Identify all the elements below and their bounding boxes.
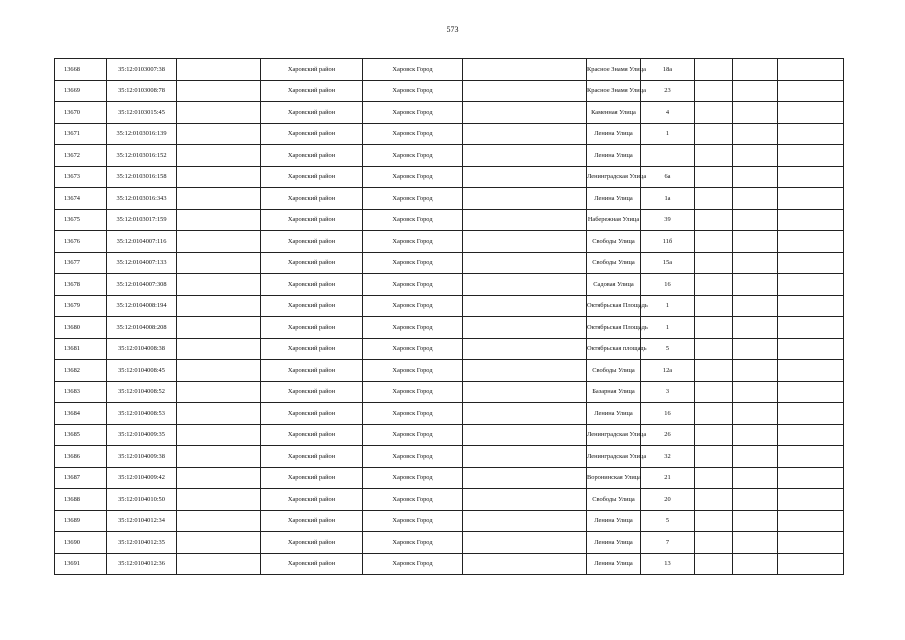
cell-empty	[463, 102, 587, 124]
cell-empty	[695, 231, 733, 253]
cell-house-number: 1	[641, 123, 695, 145]
cell-record-number: 13675	[55, 209, 107, 231]
cell-empty	[695, 360, 733, 382]
cell-house-number: 5	[641, 338, 695, 360]
cell-record-number: 13689	[55, 510, 107, 532]
cell-cadastral-number: 35:12:0103015:45	[107, 102, 177, 124]
cell-empty	[695, 317, 733, 339]
table-row	[55, 532, 844, 554]
table-row	[55, 102, 844, 124]
cell-city: Харовск Город	[363, 145, 463, 167]
cell-empty	[778, 553, 844, 575]
cell-record-number: 13678	[55, 274, 107, 296]
cell-empty	[463, 317, 587, 339]
cell-empty	[778, 360, 844, 382]
cell-empty	[733, 360, 778, 382]
cell-empty	[177, 424, 261, 446]
table-row	[55, 338, 844, 360]
cell-cadastral-number: 35:12:0104008:53	[107, 403, 177, 425]
cell-empty	[778, 317, 844, 339]
cell-city: Харовск Город	[363, 188, 463, 210]
cell-empty	[177, 553, 261, 575]
cell-empty	[463, 360, 587, 382]
table-row	[55, 166, 844, 188]
cell-street: Каменная Улица	[587, 102, 641, 124]
cell-empty	[778, 446, 844, 468]
cell-empty	[695, 123, 733, 145]
cell-cadastral-number: 35:12:0104008:45	[107, 360, 177, 382]
cell-cadastral-number: 35:12:0103008:78	[107, 80, 177, 102]
cell-empty	[733, 80, 778, 102]
cell-cadastral-number: 35:12:0104009:38	[107, 446, 177, 468]
cell-cadastral-number: 35:12:0104007:116	[107, 231, 177, 253]
cell-empty	[733, 123, 778, 145]
cell-street: Ленина Улица	[587, 188, 641, 210]
cell-empty	[177, 467, 261, 489]
cell-cadastral-number: 35:12:0103016:343	[107, 188, 177, 210]
registry-table	[54, 58, 844, 575]
cell-empty	[733, 338, 778, 360]
cell-street: Ленина Улица	[587, 510, 641, 532]
cell-record-number: 13691	[55, 553, 107, 575]
cell-house-number: 39	[641, 209, 695, 231]
cell-empty	[463, 403, 587, 425]
cell-cadastral-number: 35:12:0104007:133	[107, 252, 177, 274]
cell-empty	[733, 59, 778, 81]
cell-empty	[177, 338, 261, 360]
cell-district: Харовский район	[261, 338, 363, 360]
cell-empty	[733, 274, 778, 296]
cell-city: Харовск Город	[363, 59, 463, 81]
cell-district: Харовский район	[261, 231, 363, 253]
cell-street: Октябрьская Площадь	[587, 295, 641, 317]
table-row	[55, 403, 844, 425]
cell-empty	[778, 188, 844, 210]
cell-street: Ленина Улица	[587, 145, 641, 167]
cell-empty	[733, 553, 778, 575]
cell-street: Октябрьская Площадь	[587, 317, 641, 339]
cell-house-number: 1а	[641, 188, 695, 210]
cell-empty	[778, 424, 844, 446]
cell-empty	[177, 59, 261, 81]
cell-empty	[733, 231, 778, 253]
cell-house-number: 12а	[641, 360, 695, 382]
cell-house-number: 16	[641, 403, 695, 425]
cell-empty	[695, 166, 733, 188]
cell-empty	[778, 489, 844, 511]
cell-empty	[733, 166, 778, 188]
cell-record-number: 13687	[55, 467, 107, 489]
cell-empty	[177, 209, 261, 231]
table-row	[55, 553, 844, 575]
cell-district: Харовский район	[261, 360, 363, 382]
cell-district: Харовский район	[261, 403, 363, 425]
cell-empty	[733, 467, 778, 489]
cell-empty	[177, 510, 261, 532]
table-row	[55, 123, 844, 145]
cell-empty	[177, 360, 261, 382]
cell-empty	[695, 59, 733, 81]
cell-city: Харовск Город	[363, 295, 463, 317]
cell-empty	[177, 145, 261, 167]
cell-empty	[463, 274, 587, 296]
table-row	[55, 231, 844, 253]
cell-empty	[695, 209, 733, 231]
cell-city: Харовск Город	[363, 467, 463, 489]
cell-street: Красное Знамя Улица	[587, 59, 641, 81]
registry-table-body	[55, 59, 844, 575]
cell-empty	[733, 209, 778, 231]
cell-empty	[463, 553, 587, 575]
cell-cadastral-number: 35:12:0103007:38	[107, 59, 177, 81]
cell-street: Ленина Улица	[587, 403, 641, 425]
cell-empty	[177, 80, 261, 102]
cell-city: Харовск Город	[363, 209, 463, 231]
cell-city: Харовск Город	[363, 123, 463, 145]
cell-empty	[733, 403, 778, 425]
cell-district: Харовский район	[261, 123, 363, 145]
cell-empty	[733, 532, 778, 554]
cell-empty	[695, 274, 733, 296]
cell-house-number: 1	[641, 295, 695, 317]
cell-empty	[695, 510, 733, 532]
cell-empty	[177, 123, 261, 145]
cell-street: Ленина Улица	[587, 532, 641, 554]
cell-cadastral-number: 35:12:0104012:36	[107, 553, 177, 575]
cell-street: Свободы Улица	[587, 252, 641, 274]
table-row	[55, 274, 844, 296]
cell-empty	[733, 510, 778, 532]
cell-house-number: 7	[641, 532, 695, 554]
cell-cadastral-number: 35:12:0104012:34	[107, 510, 177, 532]
cell-empty	[778, 338, 844, 360]
cell-street: Ленинградская Улица	[587, 446, 641, 468]
cell-empty	[695, 338, 733, 360]
cell-district: Харовский район	[261, 553, 363, 575]
cell-empty	[733, 145, 778, 167]
cell-district: Харовский район	[261, 381, 363, 403]
cell-district: Харовский район	[261, 295, 363, 317]
cell-empty	[695, 403, 733, 425]
table-row	[55, 467, 844, 489]
table-row	[55, 80, 844, 102]
cell-house-number: 26	[641, 424, 695, 446]
cell-empty	[177, 188, 261, 210]
cell-empty	[463, 510, 587, 532]
cell-house-number: 4	[641, 102, 695, 124]
cell-empty	[733, 446, 778, 468]
cell-empty	[695, 381, 733, 403]
cell-empty	[695, 252, 733, 274]
cell-city: Харовск Город	[363, 80, 463, 102]
cell-house-number: 11б	[641, 231, 695, 253]
cell-district: Харовский район	[261, 166, 363, 188]
table-row	[55, 209, 844, 231]
cell-empty	[778, 467, 844, 489]
cell-empty	[463, 252, 587, 274]
cell-empty	[778, 510, 844, 532]
cell-city: Харовск Город	[363, 403, 463, 425]
cell-district: Харовский район	[261, 510, 363, 532]
cell-empty	[177, 446, 261, 468]
cell-empty	[778, 295, 844, 317]
cell-cadastral-number: 35:12:0104012:35	[107, 532, 177, 554]
cell-empty	[695, 295, 733, 317]
table-row	[55, 295, 844, 317]
cell-empty	[177, 231, 261, 253]
cell-district: Харовский район	[261, 102, 363, 124]
cell-empty	[778, 59, 844, 81]
cell-city: Харовск Город	[363, 381, 463, 403]
cell-record-number: 13681	[55, 338, 107, 360]
cell-city: Харовск Город	[363, 166, 463, 188]
cell-street: Воронинская Улица	[587, 467, 641, 489]
cell-empty	[778, 102, 844, 124]
cell-cadastral-number: 35:12:0104008:52	[107, 381, 177, 403]
cell-district: Харовский район	[261, 252, 363, 274]
cell-house-number: 3	[641, 381, 695, 403]
cell-record-number: 13688	[55, 489, 107, 511]
cell-empty	[695, 188, 733, 210]
cell-city: Харовск Город	[363, 489, 463, 511]
cell-empty	[695, 80, 733, 102]
cell-empty	[177, 489, 261, 511]
cell-empty	[695, 424, 733, 446]
cell-empty	[177, 403, 261, 425]
cell-empty	[778, 80, 844, 102]
cell-empty	[177, 274, 261, 296]
cell-street: Свободы Улица	[587, 489, 641, 511]
cell-district: Харовский район	[261, 424, 363, 446]
cell-empty	[778, 381, 844, 403]
page-number: 573	[446, 25, 459, 34]
cell-empty	[177, 381, 261, 403]
table-row	[55, 446, 844, 468]
cell-street: Ленинградская Улица	[587, 424, 641, 446]
cell-empty	[695, 467, 733, 489]
table-row	[55, 188, 844, 210]
cell-street: Набережная Улица	[587, 209, 641, 231]
cell-record-number: 13690	[55, 532, 107, 554]
cell-record-number: 13673	[55, 166, 107, 188]
cell-empty	[177, 532, 261, 554]
cell-house-number: 18а	[641, 59, 695, 81]
cell-empty	[463, 59, 587, 81]
cell-empty	[733, 317, 778, 339]
cell-cadastral-number: 35:12:0103016:158	[107, 166, 177, 188]
table-row	[55, 145, 844, 167]
cell-empty	[733, 489, 778, 511]
cell-empty	[695, 102, 733, 124]
cell-empty	[695, 145, 733, 167]
cell-district: Харовский район	[261, 209, 363, 231]
table-row	[55, 424, 844, 446]
cell-cadastral-number: 35:12:0104009:35	[107, 424, 177, 446]
cell-cadastral-number: 35:12:0103017:159	[107, 209, 177, 231]
cell-empty	[778, 145, 844, 167]
table-row	[55, 317, 844, 339]
cell-street: Базарная Улица	[587, 381, 641, 403]
cell-empty	[778, 209, 844, 231]
cell-city: Харовск Город	[363, 424, 463, 446]
cell-empty	[778, 532, 844, 554]
cell-street: Ленина Улица	[587, 123, 641, 145]
cell-empty	[778, 166, 844, 188]
cell-house-number: 16	[641, 274, 695, 296]
cell-empty	[733, 424, 778, 446]
cell-empty	[463, 424, 587, 446]
cell-empty	[778, 403, 844, 425]
cell-empty	[778, 123, 844, 145]
cell-empty	[695, 489, 733, 511]
cell-house-number: 6а	[641, 166, 695, 188]
cell-district: Харовский район	[261, 317, 363, 339]
cell-district: Харовский район	[261, 80, 363, 102]
cell-empty	[733, 102, 778, 124]
cell-city: Харовск Город	[363, 338, 463, 360]
cell-empty	[778, 231, 844, 253]
cell-empty	[463, 295, 587, 317]
cell-district: Харовский район	[261, 188, 363, 210]
cell-cadastral-number: 35:12:0104008:38	[107, 338, 177, 360]
cell-record-number: 13669	[55, 80, 107, 102]
cell-empty	[463, 80, 587, 102]
cell-empty	[733, 381, 778, 403]
cell-cadastral-number: 35:12:0104007:308	[107, 274, 177, 296]
cell-district: Харовский район	[261, 467, 363, 489]
cell-city: Харовск Город	[363, 553, 463, 575]
cell-empty	[463, 489, 587, 511]
cell-empty	[778, 274, 844, 296]
cell-house-number	[641, 145, 695, 167]
cell-empty	[695, 446, 733, 468]
cell-record-number: 13679	[55, 295, 107, 317]
cell-empty	[695, 553, 733, 575]
cell-empty	[177, 317, 261, 339]
cell-district: Харовский район	[261, 274, 363, 296]
cell-empty	[177, 166, 261, 188]
cell-empty	[463, 123, 587, 145]
cell-house-number: 21	[641, 467, 695, 489]
cell-empty	[733, 252, 778, 274]
cell-street: Ленина Улица	[587, 553, 641, 575]
cell-city: Харовск Город	[363, 317, 463, 339]
cell-record-number: 13686	[55, 446, 107, 468]
cell-empty	[463, 381, 587, 403]
cell-house-number: 32	[641, 446, 695, 468]
cell-city: Харовск Город	[363, 102, 463, 124]
cell-street: Садовая Улица	[587, 274, 641, 296]
cell-record-number: 13670	[55, 102, 107, 124]
cell-street: Красное Знамя Улица	[587, 80, 641, 102]
cell-district: Харовский район	[261, 489, 363, 511]
table-row	[55, 360, 844, 382]
cell-cadastral-number: 35:12:0104008:194	[107, 295, 177, 317]
cell-street: Ленинградская Улица	[587, 166, 641, 188]
table-row	[55, 510, 844, 532]
cell-city: Харовск Город	[363, 510, 463, 532]
cell-empty	[463, 231, 587, 253]
cell-house-number: 15а	[641, 252, 695, 274]
cell-record-number: 13676	[55, 231, 107, 253]
cell-district: Харовский район	[261, 145, 363, 167]
cell-empty	[733, 295, 778, 317]
cell-record-number: 13672	[55, 145, 107, 167]
table-row	[55, 59, 844, 81]
cell-empty	[177, 252, 261, 274]
cell-record-number: 13683	[55, 381, 107, 403]
cell-empty	[463, 532, 587, 554]
cell-city: Харовск Город	[363, 274, 463, 296]
cell-district: Харовский район	[261, 59, 363, 81]
cell-house-number: 5	[641, 510, 695, 532]
cell-district: Харовский район	[261, 532, 363, 554]
cell-empty	[733, 188, 778, 210]
table-row	[55, 381, 844, 403]
cell-empty	[463, 145, 587, 167]
cell-record-number: 13674	[55, 188, 107, 210]
cell-city: Харовск Город	[363, 446, 463, 468]
cell-record-number: 13685	[55, 424, 107, 446]
cell-empty	[177, 295, 261, 317]
cell-record-number: 13668	[55, 59, 107, 81]
cell-empty	[463, 209, 587, 231]
cell-empty	[463, 166, 587, 188]
cell-empty	[695, 532, 733, 554]
cell-record-number: 13671	[55, 123, 107, 145]
cell-empty	[463, 446, 587, 468]
cell-record-number: 13680	[55, 317, 107, 339]
cell-house-number: 1	[641, 317, 695, 339]
cell-house-number: 13	[641, 553, 695, 575]
cell-record-number: 13677	[55, 252, 107, 274]
cell-cadastral-number: 35:12:0104008:208	[107, 317, 177, 339]
cell-district: Харовский район	[261, 446, 363, 468]
cell-cadastral-number: 35:12:0104009:42	[107, 467, 177, 489]
cell-street: Октябрьская площадь	[587, 338, 641, 360]
cell-house-number: 23	[641, 80, 695, 102]
table-row	[55, 252, 844, 274]
cell-city: Харовск Город	[363, 252, 463, 274]
cell-cadastral-number: 35:12:0104010:50	[107, 489, 177, 511]
cell-city: Харовск Город	[363, 532, 463, 554]
cell-street: Свободы Улица	[587, 360, 641, 382]
cell-house-number: 20	[641, 489, 695, 511]
cell-street: Свободы Улица	[587, 231, 641, 253]
cell-city: Харовск Город	[363, 231, 463, 253]
cell-empty	[463, 467, 587, 489]
cell-record-number: 13682	[55, 360, 107, 382]
cell-cadastral-number: 35:12:0103016:152	[107, 145, 177, 167]
cell-city: Харовск Город	[363, 360, 463, 382]
cell-empty	[177, 102, 261, 124]
cell-cadastral-number: 35:12:0103016:139	[107, 123, 177, 145]
cell-empty	[463, 188, 587, 210]
cell-empty	[463, 338, 587, 360]
table-row	[55, 489, 844, 511]
cell-empty	[778, 252, 844, 274]
cell-record-number: 13684	[55, 403, 107, 425]
